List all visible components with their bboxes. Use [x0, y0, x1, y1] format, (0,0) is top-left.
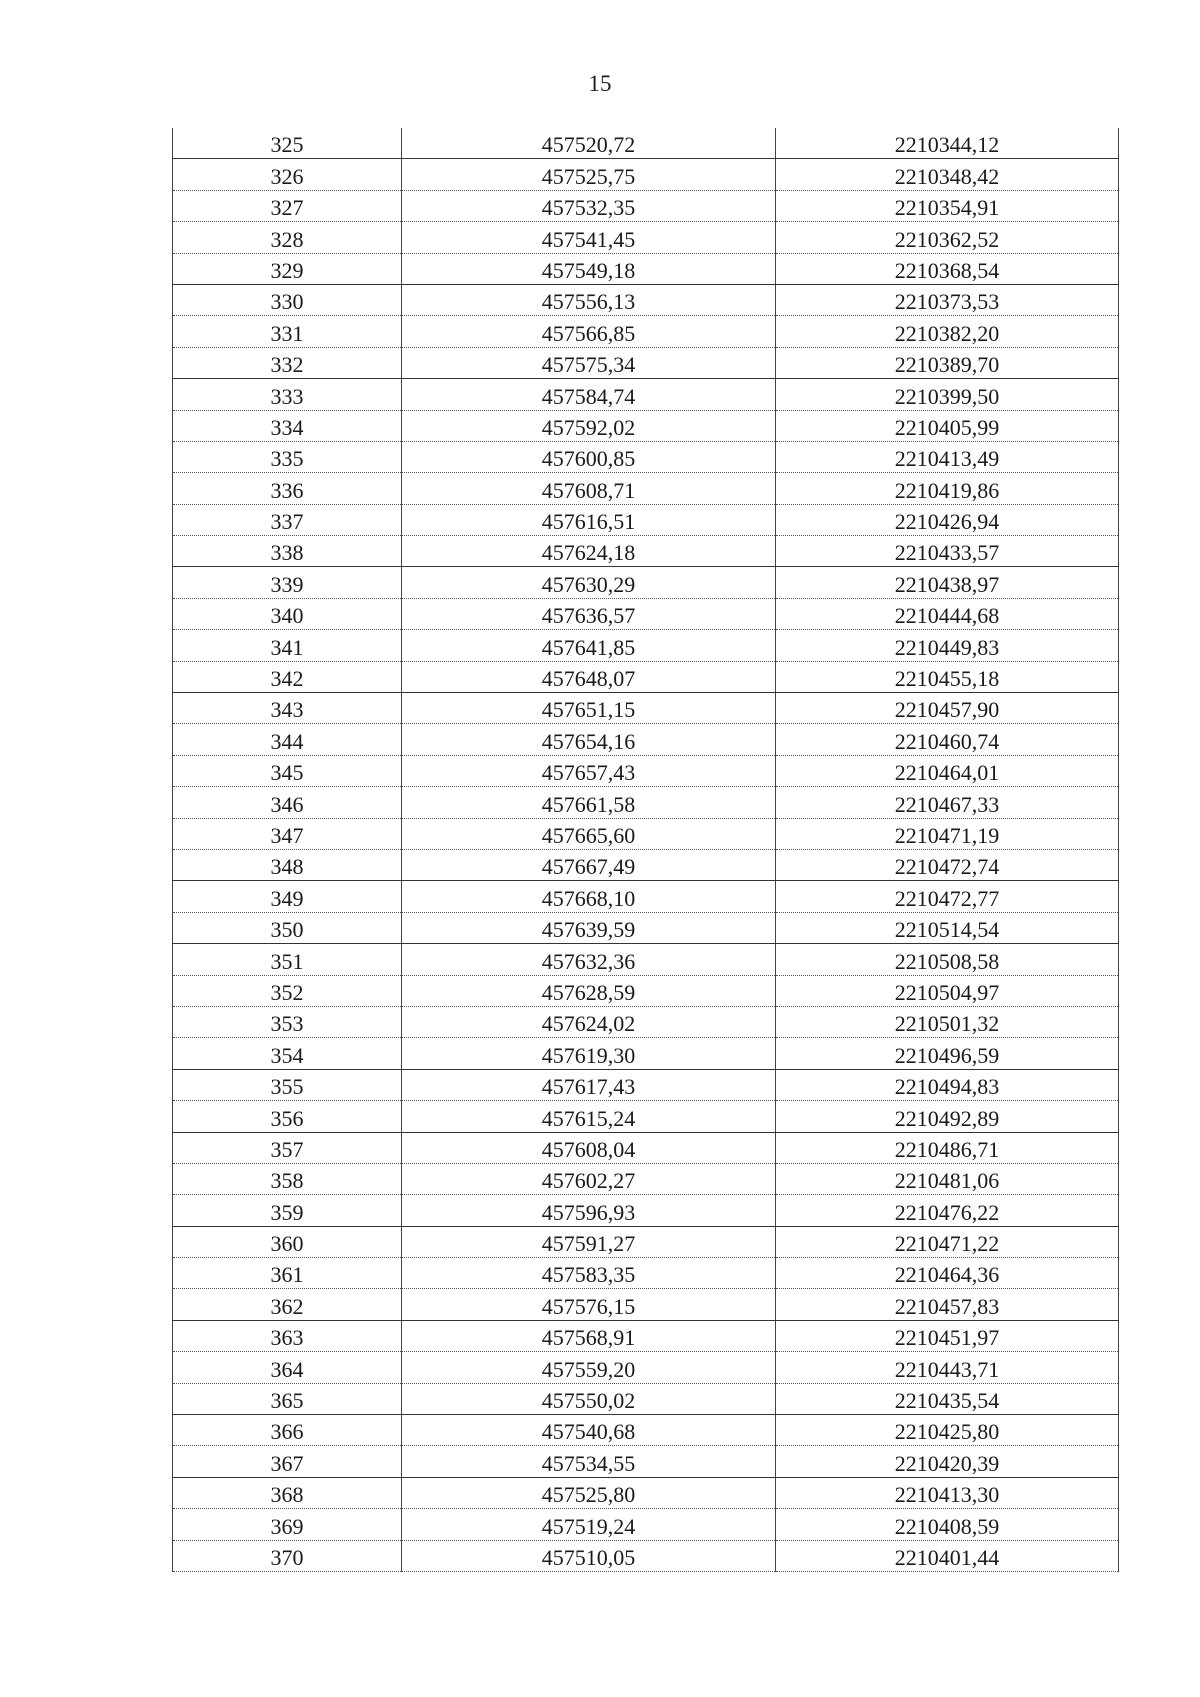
table-row [173, 630, 1119, 661]
table-row [173, 1069, 1119, 1100]
page-number: 15 [588, 71, 612, 96]
table-row [173, 724, 1119, 755]
y-coordinate-cell: 2210399,50 [776, 379, 1119, 410]
y-coordinate-cell: 2210472,74 [776, 849, 1119, 880]
point-number-cell: 340 [173, 598, 402, 629]
point-number-cell: 348 [173, 849, 402, 880]
table-row [173, 1383, 1119, 1414]
point-number-cell: 329 [173, 253, 402, 284]
x-coordinate-cell: 457617,43 [402, 1069, 776, 1100]
y-coordinate-cell: 2210443,71 [776, 1352, 1119, 1383]
coordinates-table [172, 128, 1119, 1572]
y-coordinate-cell: 2210438,97 [776, 567, 1119, 598]
x-coordinate-cell: 457534,55 [402, 1446, 776, 1477]
y-coordinate-cell: 2210451,97 [776, 1320, 1119, 1351]
point-number-cell: 361 [173, 1258, 402, 1289]
y-coordinate-cell: 2210457,90 [776, 693, 1119, 724]
x-coordinate-cell: 457583,35 [402, 1258, 776, 1289]
table-row [173, 1320, 1119, 1351]
table-row [173, 1101, 1119, 1132]
point-number-cell: 344 [173, 724, 402, 755]
point-number-cell: 335 [173, 441, 402, 472]
point-number-cell: 346 [173, 787, 402, 818]
y-coordinate-cell: 2210464,36 [776, 1258, 1119, 1289]
table-row [173, 661, 1119, 692]
y-coordinate-cell: 2210408,59 [776, 1509, 1119, 1540]
x-coordinate-cell: 457667,49 [402, 849, 776, 880]
table-row [173, 190, 1119, 221]
x-coordinate-cell: 457519,24 [402, 1509, 776, 1540]
y-coordinate-cell: 2210486,71 [776, 1132, 1119, 1163]
point-number-cell: 351 [173, 944, 402, 975]
table-row [173, 284, 1119, 315]
point-number-cell: 367 [173, 1446, 402, 1477]
table-row [173, 1163, 1119, 1194]
table-row [173, 567, 1119, 598]
point-number-cell: 363 [173, 1320, 402, 1351]
y-coordinate-cell: 2210420,39 [776, 1446, 1119, 1477]
y-coordinate-cell: 2210449,83 [776, 630, 1119, 661]
point-number-cell: 360 [173, 1226, 402, 1257]
x-coordinate-cell: 457615,24 [402, 1101, 776, 1132]
x-coordinate-cell: 457632,36 [402, 944, 776, 975]
table-row [173, 787, 1119, 818]
point-number-cell: 352 [173, 975, 402, 1006]
y-coordinate-cell: 2210413,30 [776, 1477, 1119, 1508]
y-coordinate-cell: 2210476,22 [776, 1195, 1119, 1226]
table-row [173, 1540, 1119, 1571]
x-coordinate-cell: 457541,45 [402, 222, 776, 253]
x-coordinate-cell: 457602,27 [402, 1163, 776, 1194]
y-coordinate-cell: 2210401,44 [776, 1540, 1119, 1571]
x-coordinate-cell: 457668,10 [402, 881, 776, 912]
y-coordinate-cell: 2210481,06 [776, 1163, 1119, 1194]
table-row [173, 159, 1119, 190]
x-coordinate-cell: 457654,16 [402, 724, 776, 755]
x-coordinate-cell: 457575,34 [402, 347, 776, 378]
x-coordinate-cell: 457661,58 [402, 787, 776, 818]
x-coordinate-cell: 457624,18 [402, 536, 776, 567]
table-row [173, 504, 1119, 535]
table-row [173, 473, 1119, 504]
coordinates-table-body [173, 128, 1119, 1571]
y-coordinate-cell: 2210425,80 [776, 1415, 1119, 1446]
point-number-cell: 364 [173, 1352, 402, 1383]
x-coordinate-cell: 457559,20 [402, 1352, 776, 1383]
x-coordinate-cell: 457639,59 [402, 912, 776, 943]
x-coordinate-cell: 457648,07 [402, 661, 776, 692]
point-number-cell: 347 [173, 818, 402, 849]
table-row [173, 441, 1119, 472]
point-number-cell: 327 [173, 190, 402, 221]
y-coordinate-cell: 2210413,49 [776, 441, 1119, 472]
point-number-cell: 369 [173, 1509, 402, 1540]
x-coordinate-cell: 457576,15 [402, 1289, 776, 1320]
x-coordinate-cell: 457651,15 [402, 693, 776, 724]
table-row [173, 1477, 1119, 1508]
y-coordinate-cell: 2210471,22 [776, 1226, 1119, 1257]
point-number-cell: 359 [173, 1195, 402, 1226]
x-coordinate-cell: 457630,29 [402, 567, 776, 598]
y-coordinate-cell: 2210501,32 [776, 1006, 1119, 1037]
y-coordinate-cell: 2210382,20 [776, 316, 1119, 347]
table-row [173, 1446, 1119, 1477]
point-number-cell: 332 [173, 347, 402, 378]
table-row [173, 975, 1119, 1006]
table-row [173, 1352, 1119, 1383]
point-number-cell: 345 [173, 755, 402, 786]
y-coordinate-cell: 2210455,18 [776, 661, 1119, 692]
table-row [173, 316, 1119, 347]
table-row [173, 1195, 1119, 1226]
table-row [173, 536, 1119, 567]
y-coordinate-cell: 2210368,54 [776, 253, 1119, 284]
x-coordinate-cell: 457641,85 [402, 630, 776, 661]
x-coordinate-cell: 457657,43 [402, 755, 776, 786]
point-number-cell: 326 [173, 159, 402, 190]
table-row [173, 1258, 1119, 1289]
y-coordinate-cell: 2210464,01 [776, 755, 1119, 786]
y-coordinate-cell: 2210354,91 [776, 190, 1119, 221]
table-row [173, 379, 1119, 410]
y-coordinate-cell: 2210471,19 [776, 818, 1119, 849]
table-row [173, 410, 1119, 441]
point-number-cell: 356 [173, 1101, 402, 1132]
point-number-cell: 365 [173, 1383, 402, 1414]
table-row [173, 222, 1119, 253]
table-row [173, 598, 1119, 629]
point-number-cell: 334 [173, 410, 402, 441]
x-coordinate-cell: 457608,71 [402, 473, 776, 504]
table-row [173, 755, 1119, 786]
point-number-cell: 338 [173, 536, 402, 567]
y-coordinate-cell: 2210348,42 [776, 159, 1119, 190]
point-number-cell: 339 [173, 567, 402, 598]
y-coordinate-cell: 2210444,68 [776, 598, 1119, 629]
y-coordinate-cell: 2210460,74 [776, 724, 1119, 755]
x-coordinate-cell: 457624,02 [402, 1006, 776, 1037]
point-number-cell: 357 [173, 1132, 402, 1163]
point-number-cell: 353 [173, 1006, 402, 1037]
y-coordinate-cell: 2210508,58 [776, 944, 1119, 975]
x-coordinate-cell: 457566,85 [402, 316, 776, 347]
x-coordinate-cell: 457592,02 [402, 410, 776, 441]
table-row [173, 128, 1119, 159]
y-coordinate-cell: 2210344,12 [776, 128, 1119, 159]
table-row [173, 1509, 1119, 1540]
table-row [173, 1289, 1119, 1320]
point-number-cell: 341 [173, 630, 402, 661]
y-coordinate-cell: 2210433,57 [776, 536, 1119, 567]
point-number-cell: 337 [173, 504, 402, 535]
y-coordinate-cell: 2210492,89 [776, 1101, 1119, 1132]
point-number-cell: 358 [173, 1163, 402, 1194]
point-number-cell: 370 [173, 1540, 402, 1571]
x-coordinate-cell: 457520,72 [402, 128, 776, 159]
point-number-cell: 349 [173, 881, 402, 912]
x-coordinate-cell: 457568,91 [402, 1320, 776, 1351]
x-coordinate-cell: 457616,51 [402, 504, 776, 535]
table-row [173, 693, 1119, 724]
table-row [173, 912, 1119, 943]
point-number-cell: 350 [173, 912, 402, 943]
x-coordinate-cell: 457525,80 [402, 1477, 776, 1508]
y-coordinate-cell: 2210426,94 [776, 504, 1119, 535]
y-coordinate-cell: 2210494,83 [776, 1069, 1119, 1100]
point-number-cell: 325 [173, 128, 402, 159]
x-coordinate-cell: 457510,05 [402, 1540, 776, 1571]
y-coordinate-cell: 2210457,83 [776, 1289, 1119, 1320]
table-row [173, 1226, 1119, 1257]
table-row [173, 1415, 1119, 1446]
point-number-cell: 342 [173, 661, 402, 692]
point-number-cell: 330 [173, 284, 402, 315]
x-coordinate-cell: 457628,59 [402, 975, 776, 1006]
x-coordinate-cell: 457550,02 [402, 1383, 776, 1414]
point-number-cell: 333 [173, 379, 402, 410]
y-coordinate-cell: 2210472,77 [776, 881, 1119, 912]
table-row [173, 1006, 1119, 1037]
x-coordinate-cell: 457619,30 [402, 1038, 776, 1069]
x-coordinate-cell: 457636,57 [402, 598, 776, 629]
point-number-cell: 366 [173, 1415, 402, 1446]
y-coordinate-cell: 2210373,53 [776, 284, 1119, 315]
y-coordinate-cell: 2210467,33 [776, 787, 1119, 818]
y-coordinate-cell: 2210514,54 [776, 912, 1119, 943]
x-coordinate-cell: 457540,68 [402, 1415, 776, 1446]
point-number-cell: 328 [173, 222, 402, 253]
x-coordinate-cell: 457665,60 [402, 818, 776, 849]
x-coordinate-cell: 457608,04 [402, 1132, 776, 1163]
table-row [173, 944, 1119, 975]
x-coordinate-cell: 457591,27 [402, 1226, 776, 1257]
table-row [173, 1132, 1119, 1163]
table-row [173, 347, 1119, 378]
x-coordinate-cell: 457600,85 [402, 441, 776, 472]
x-coordinate-cell: 457596,93 [402, 1195, 776, 1226]
point-number-cell: 362 [173, 1289, 402, 1320]
point-number-cell: 368 [173, 1477, 402, 1508]
point-number-cell: 336 [173, 473, 402, 504]
y-coordinate-cell: 2210419,86 [776, 473, 1119, 504]
x-coordinate-cell: 457549,18 [402, 253, 776, 284]
x-coordinate-cell: 457556,13 [402, 284, 776, 315]
point-number-cell: 355 [173, 1069, 402, 1100]
point-number-cell: 343 [173, 693, 402, 724]
y-coordinate-cell: 2210362,52 [776, 222, 1119, 253]
table-row [173, 253, 1119, 284]
table-row [173, 881, 1119, 912]
y-coordinate-cell: 2210389,70 [776, 347, 1119, 378]
x-coordinate-cell: 457532,35 [402, 190, 776, 221]
y-coordinate-cell: 2210405,99 [776, 410, 1119, 441]
point-number-cell: 354 [173, 1038, 402, 1069]
point-number-cell: 331 [173, 316, 402, 347]
y-coordinate-cell: 2210504,97 [776, 975, 1119, 1006]
y-coordinate-cell: 2210435,54 [776, 1383, 1119, 1414]
table-row [173, 818, 1119, 849]
x-coordinate-cell: 457525,75 [402, 159, 776, 190]
table-row [173, 1038, 1119, 1069]
table-row [173, 849, 1119, 880]
y-coordinate-cell: 2210496,59 [776, 1038, 1119, 1069]
x-coordinate-cell: 457584,74 [402, 379, 776, 410]
